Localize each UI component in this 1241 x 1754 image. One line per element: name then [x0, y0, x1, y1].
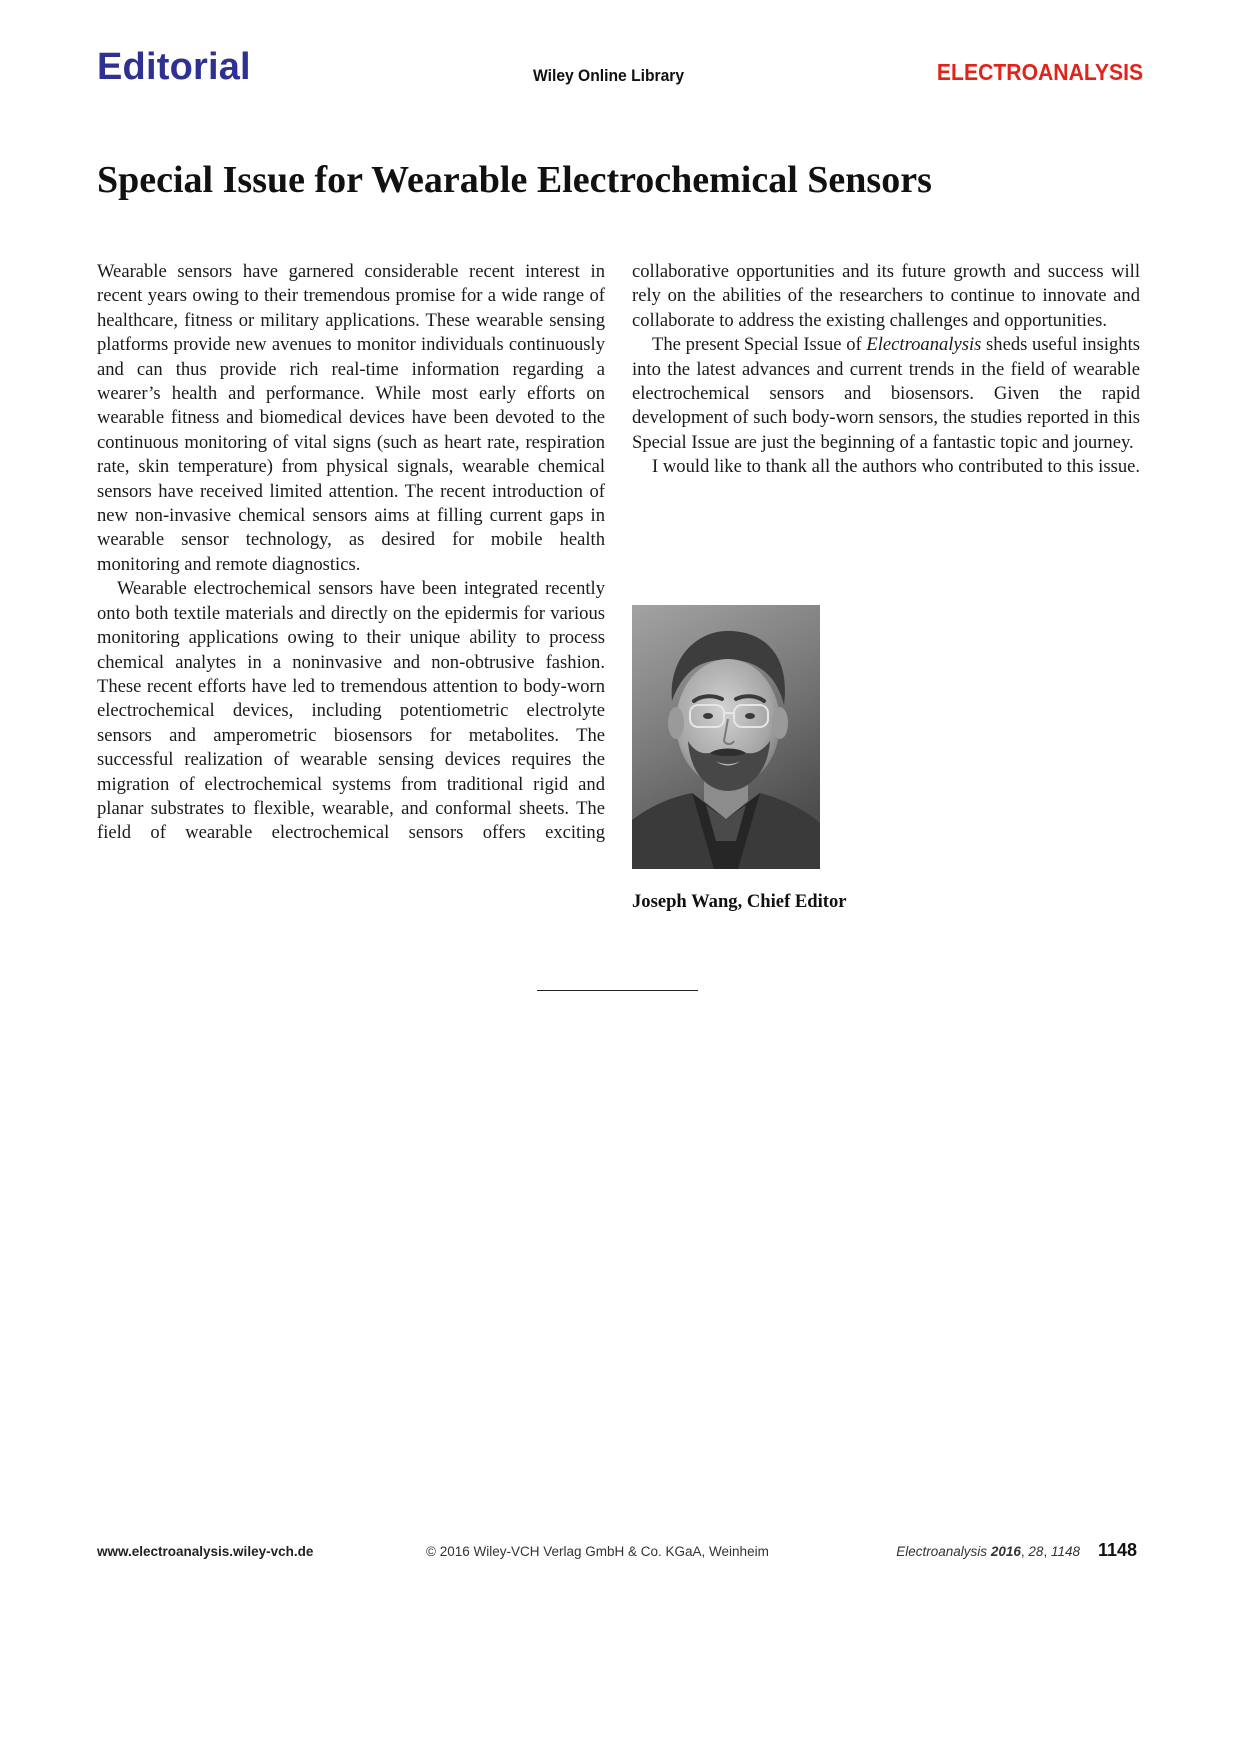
editor-portrait — [632, 605, 820, 869]
journal-url[interactable]: www.electroanalysis.wiley-vch.de — [97, 1544, 314, 1559]
paragraph-2: Wearable electrochemical sensors have been integrated recently onto both textile materials and directly on the epidermis for various monitoring applications owing to their unique ability to process chemical analytes in a noninvasive and non-obtrusive fashion. These recent efforts have led to tremendous attention to body-worn electrochemical devices, including potentiometric electrolyte sensors and amperometric biosensors for metabolites. The successful realization of wearable sensing devices requires the migration of electrochemical systems from traditional rigid and planar substrates to flexible, wearable, and conformal sheets. The field of wearable electrochemical sensors offers exciting — [97, 578, 605, 844]
citation-journal: Electroanalysis — [896, 1544, 988, 1559]
journal-name: ELECTROANALYSIS — [936, 59, 1143, 85]
paragraph-2-continued: collaborative opportunities and its future growth and success will rely on the abilities of the researchers to continue to innovate and collaborate to address the existing challenges and opportunities. — [632, 261, 1140, 331]
journal-reference: Electroanalysis — [866, 334, 982, 356]
citation-pages: 1148 — [1050, 1544, 1080, 1559]
body-column-left — [97, 260, 605, 846]
paragraph-1: Wearable sensors have garnered considerable recent interest in recent years owing to their tremendous promise for a wide range of healthcare, fitness or military applications. These wearable sensing platforms provide new avenues to monitor individuals continuously and can thus provide rich real-time information regarding a wearer’s health and performance. While most early efforts on wearable fitness and biomedical devices have been devoted to the continuous monitoring of vital signs (such as heart rate, respiration rate, skin temperature) from physical signals, wearable chemical sensors have received limited attention. The recent introduction of new non-invasive chemical sensors aims at filling current gaps in wearable sensor technology, as desired for mobile health monitoring and remote diagnostics. — [97, 261, 605, 575]
page-number: 1148 — [1097, 1540, 1137, 1560]
library-name: Wiley Online Library — [533, 66, 685, 85]
end-rule — [537, 990, 698, 991]
paragraph-3 — [632, 333, 1140, 455]
paragraph-3-text-end: sheds useful insights into the latest advances and current trends in the field of wearable electrochemical sensors and biosensors. Given the rapid development of such body-worn sensors, the studies reported in this Special Issue are just the beginning of a fantastic topic and journey. — [632, 334, 1140, 453]
body-column-right — [632, 260, 1140, 480]
paragraph-3-text-start: The present Special Issue of — [652, 334, 867, 356]
section-heading: Editorial — [97, 46, 251, 88]
citation: Electroanalysis 2016, 28, 1148 — [896, 1544, 1080, 1559]
citation-year: 2016 — [990, 1544, 1021, 1559]
article-title: Special Issue for Wearable Electrochemical Sensors — [97, 159, 932, 201]
citation-volume: 28 — [1028, 1544, 1044, 1559]
copyright-notice: © 2016 Wiley-VCH Verlag GmbH & Co. KGaA, Weinheim — [426, 1544, 769, 1559]
editor-signature: Joseph Wang, Chief Editor — [632, 891, 847, 912]
paragraph-4: I would like to thank all the authors who contributed to this issue. — [652, 456, 1141, 478]
